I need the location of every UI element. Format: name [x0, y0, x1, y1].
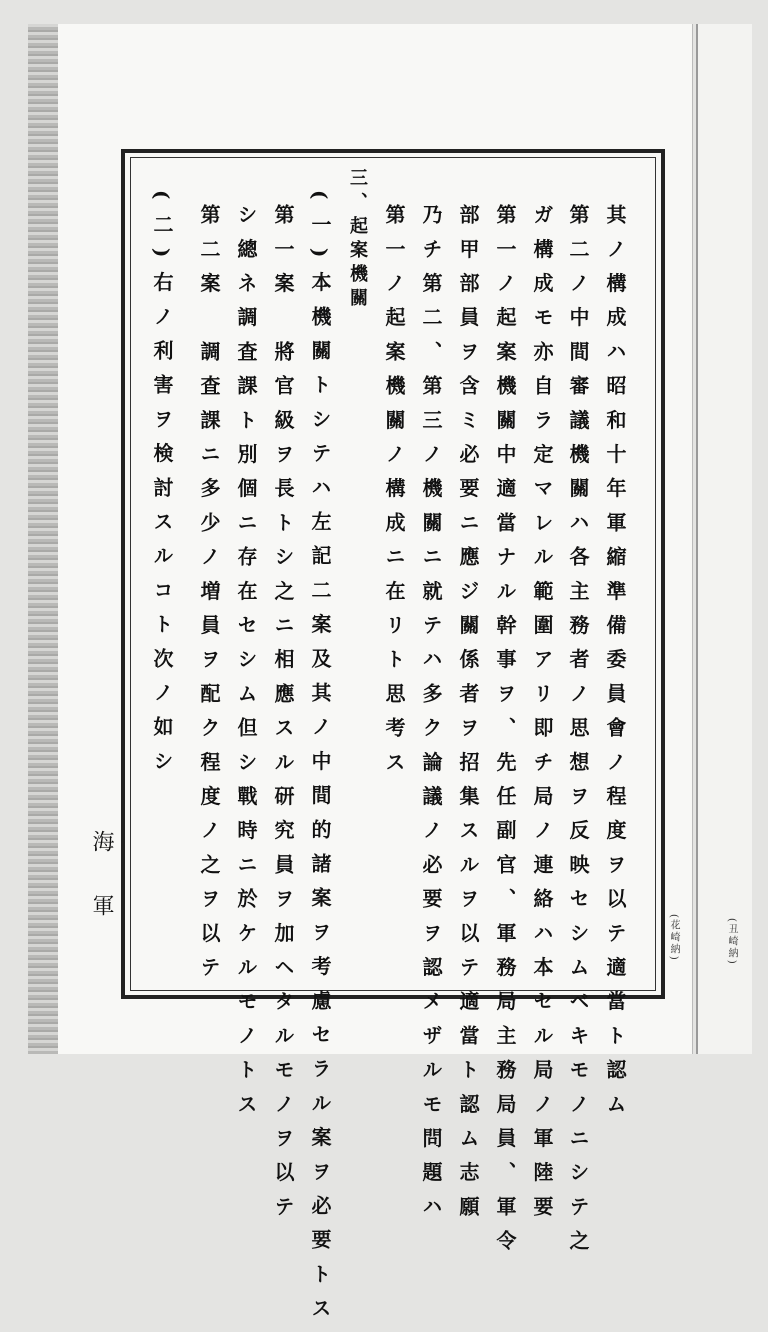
page-binding-edge — [28, 24, 58, 1054]
archive-tag-left: (花崎納) — [668, 914, 679, 962]
text-column-7: 第一ノ起案機關ノ構成ニ在リト思考ス — [382, 204, 406, 786]
text-column-1: 其ノ構成ハ昭和十年軍縮準備委員會ノ程度ヲ以テ適當ト認ム — [603, 204, 627, 1128]
text-column-5: 部甲部員ヲ含ミ必要ニ應ジ關係者ヲ招集スルヲ以テ適當ト認ム志願 — [456, 204, 480, 1230]
section-heading: 三、起案機關 — [347, 168, 368, 312]
text-column-2: 第二ノ中間審議機關ハ各主務者ノ思想ヲ反映セシムベキモノニシテ之 — [566, 204, 590, 1265]
text-column-13: (二)右ノ利害ヲ検討スルコト次ノ如シ — [150, 190, 174, 785]
text-column-11: シ總ネ調査課ト別個ニ存在セシム但シ戰時ニ於ケルモノトス — [234, 204, 258, 1128]
text-column-4: 第一ノ起案機關中適當ナル幹事ヲ、先任副官、軍務局主務局員、軍令 — [493, 204, 517, 1265]
text-column-3: ガ構成モ亦自ラ定マレル範圍アリ即チ局ノ連絡ハ本セル局ノ軍陸要 — [530, 204, 554, 1230]
text-column-9: (一)本機關トシテハ左記二案及其ノ中間的諸案ヲ考慮セラル案ヲ必要トス — [308, 190, 332, 1332]
margin-label: 海軍 — [89, 830, 114, 958]
text-column-12: 第二案 調査課ニ多少ノ増員ヲ配ク程度ノ之ヲ以テ — [197, 204, 221, 991]
archive-tag-right: (丑崎納) — [726, 918, 737, 966]
text-column-6: 乃チ第二、第三ノ機關ニ就テハ多ク論議ノ必要ヲ認メザルモ問題ハ — [419, 204, 443, 1230]
text-column-10: 第一案 將官級ヲ長トシ之ニ相應スル研究員ヲ加ヘタルモノヲ以テ — [271, 204, 295, 1230]
adjacent-page-edge — [696, 24, 752, 1054]
